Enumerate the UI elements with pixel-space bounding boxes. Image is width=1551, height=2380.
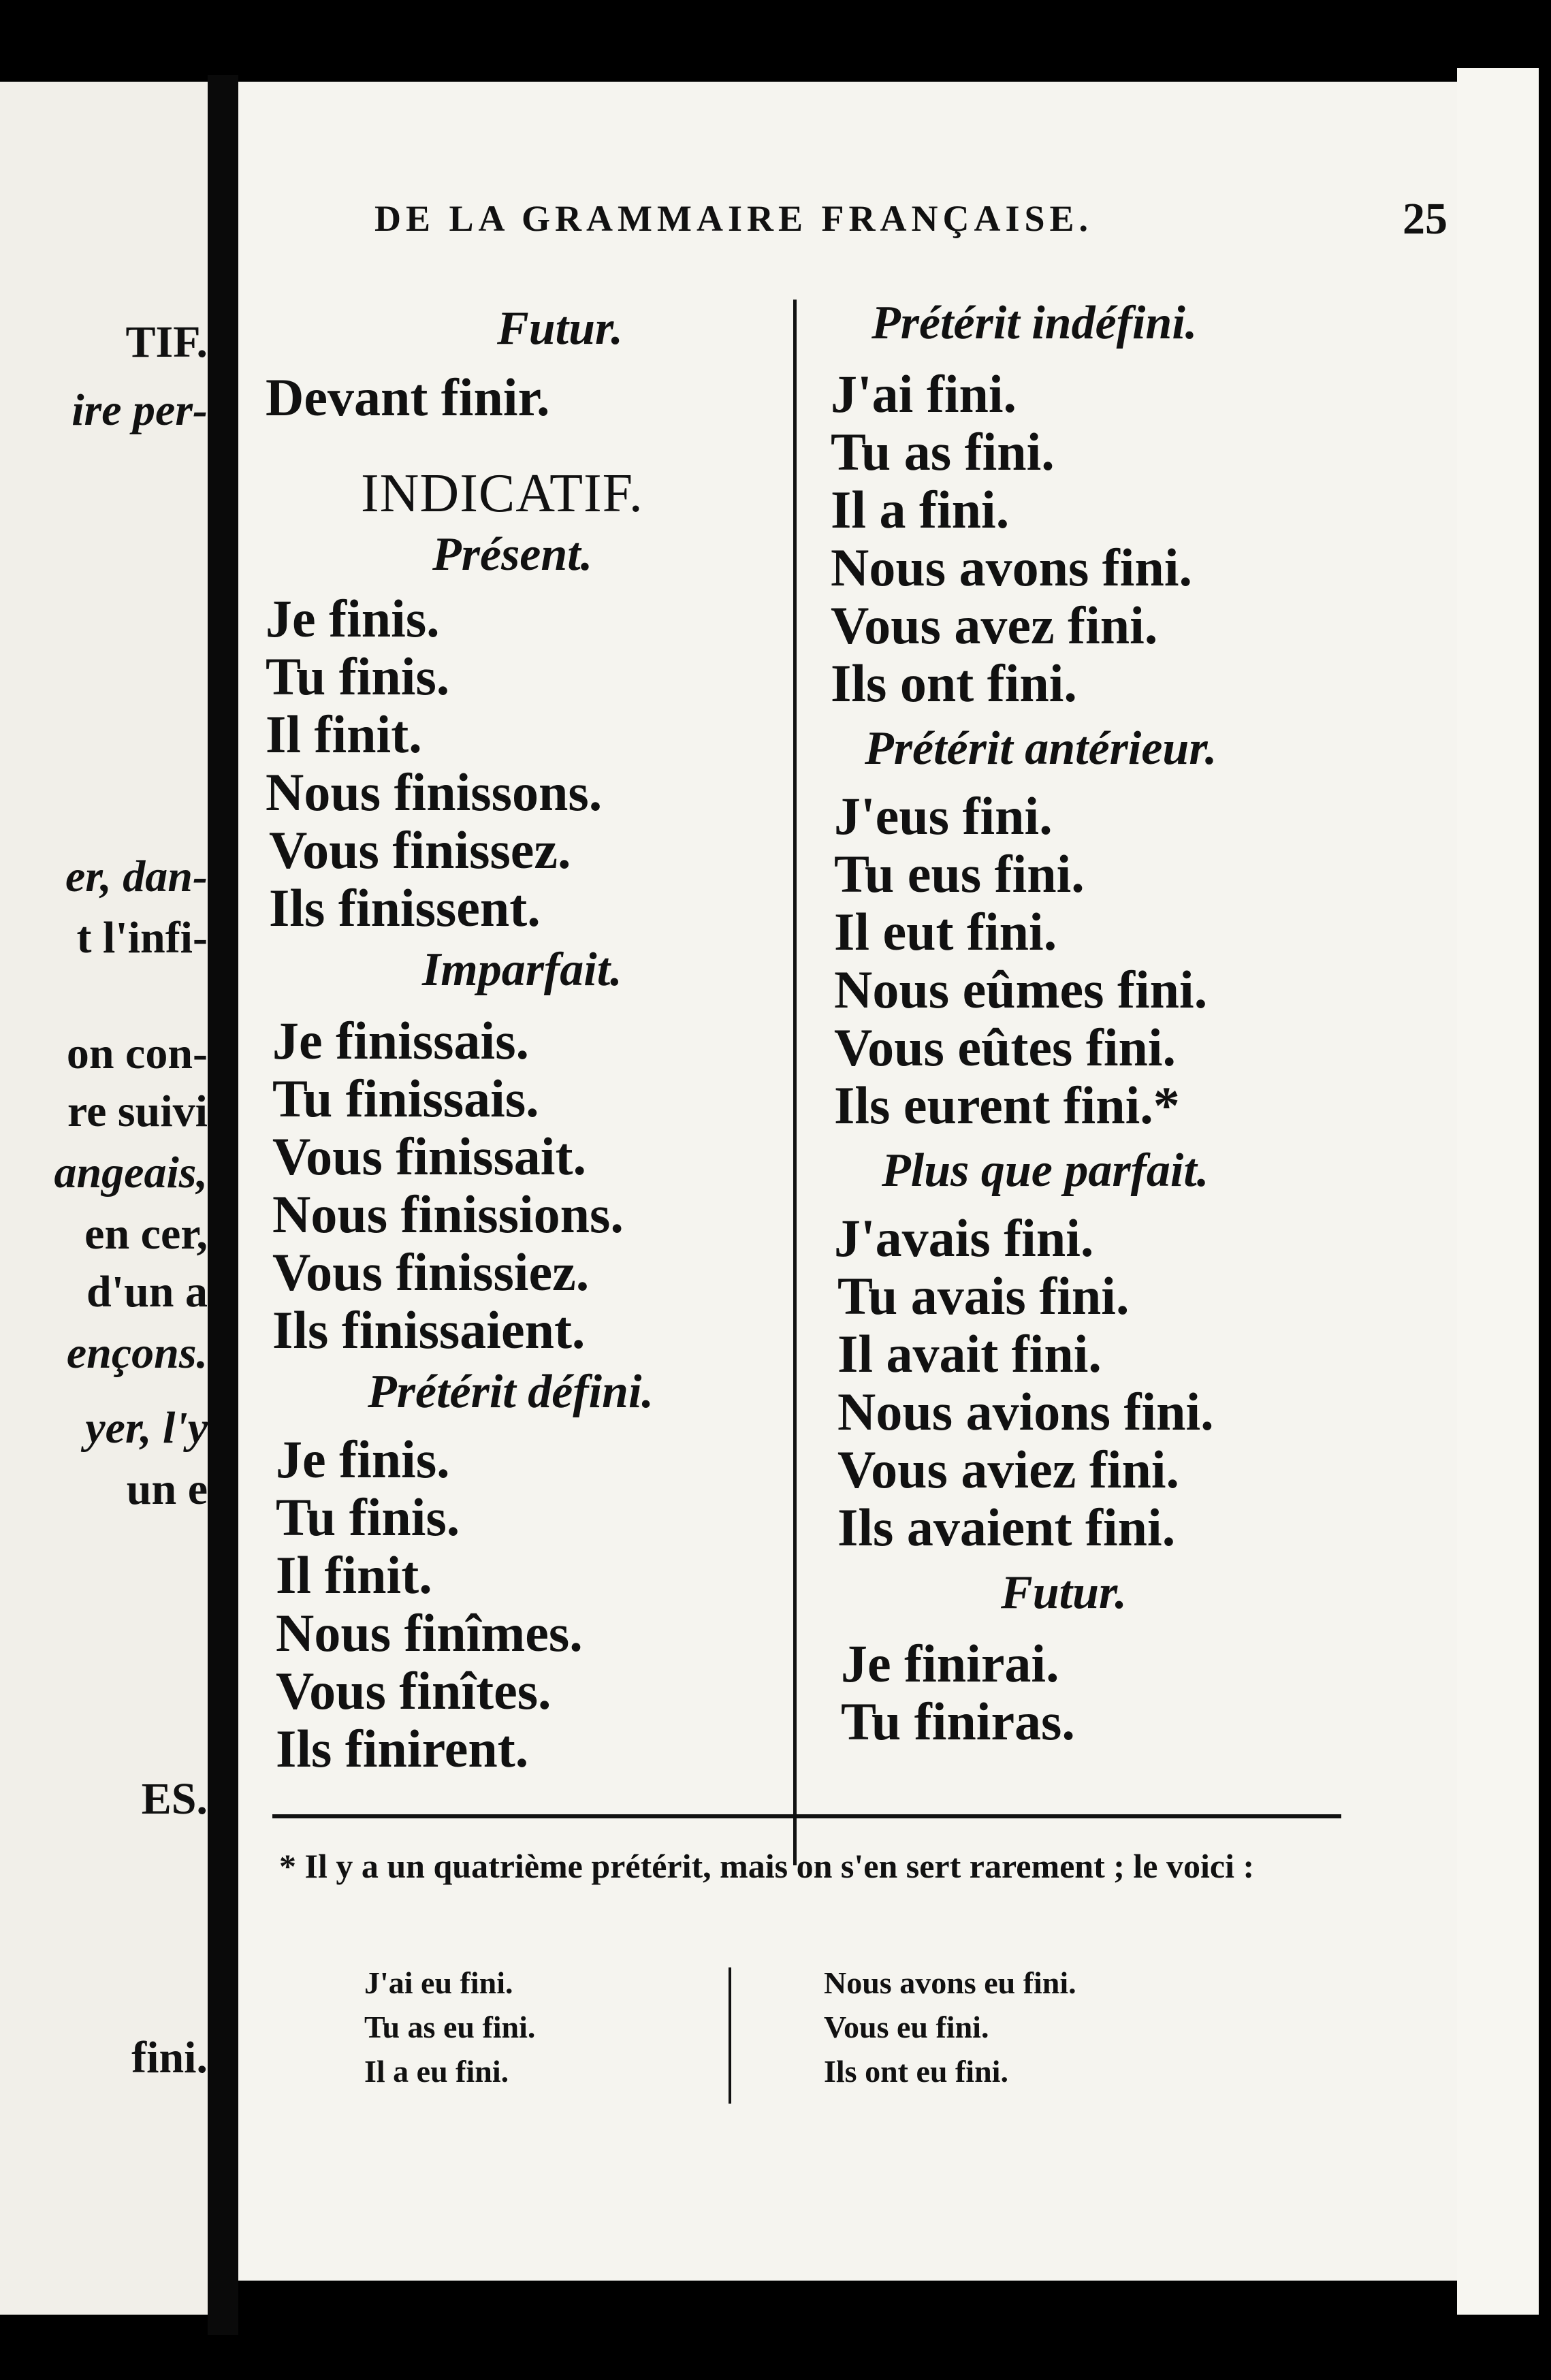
conjugation-line: Vous finissez. — [269, 820, 571, 880]
conjugation-line: Ils finissent. — [269, 878, 541, 937]
footnote-line: Vous eu fini. — [824, 2010, 989, 2044]
conjugation-line: Tu finissais. — [272, 1069, 539, 1128]
conjugation-line: Tu finis. — [266, 647, 450, 706]
left-fragment-line: fini. — [131, 2033, 208, 2082]
left-fragment-line: un e — [126, 1464, 208, 1514]
heading-futur: Futur. — [497, 302, 623, 355]
left-page-fragment — [0, 82, 208, 2315]
left-fragment-line: angeais, — [54, 1148, 208, 1197]
page-gutter — [208, 75, 238, 2335]
left-fragment-line: on con- — [66, 1029, 208, 1078]
footnote-line: Ils ont eu fini. — [824, 2054, 1008, 2089]
conjugation-line: Tu as fini. — [831, 422, 1055, 481]
futur-line: Devant finir. — [266, 368, 550, 427]
footnote-line: J'ai eu fini. — [364, 1965, 513, 2000]
conjugation-line: Il a fini. — [831, 480, 1010, 539]
column-divider — [793, 300, 797, 1865]
conjugation-line: Ils finirent. — [276, 1719, 529, 1778]
conjugation-line: Nous eûmes fini. — [834, 960, 1208, 1019]
conjugation-line: Ils eurent fini.* — [834, 1076, 1180, 1135]
conjugation-line: Ils finissaient. — [272, 1300, 586, 1360]
conjugation-line: J'avais fini. — [834, 1208, 1094, 1268]
conjugation-line: Je finissais. — [272, 1011, 530, 1070]
heading-preterit-anterieur: Prétérit antérieur. — [865, 722, 1217, 775]
conjugation-line: Vous eûtes fini. — [834, 1018, 1177, 1077]
left-fragment-line: ençons. — [66, 1328, 208, 1378]
footnote-line: Nous avons eu fini. — [824, 1965, 1076, 2000]
conjugation-line: Tu finiras. — [841, 1692, 1075, 1751]
left-fragment-line: ES. — [141, 1774, 208, 1824]
heading-indicatif: INDICATIF. — [361, 464, 643, 524]
conjugation-line: Ils avaient fini. — [837, 1498, 1176, 1557]
conjugation-line: Nous finîmes. — [276, 1603, 583, 1662]
left-fragment-line: TIF. — [125, 317, 208, 367]
heading-preterit-defini: Prétérit défini. — [368, 1366, 654, 1418]
conjugation-line: Vous aviez fini. — [837, 1440, 1180, 1499]
book-page — [238, 82, 1498, 2281]
conjugation-line: Tu finis. — [276, 1488, 460, 1547]
heading-present: Présent. — [432, 528, 593, 581]
conjugation-line: Il eut fini. — [834, 902, 1057, 961]
conjugation-line: J'ai fini. — [831, 364, 1017, 423]
left-fragment-line: t l'infi- — [76, 913, 208, 963]
conjugation-line: Il avait fini. — [837, 1324, 1102, 1383]
left-fragment-line: d'un a — [86, 1267, 208, 1317]
left-fragment-line: er, dan- — [65, 852, 208, 901]
footnote-rule — [272, 1814, 1341, 1818]
left-fragment-line: en cer, — [84, 1209, 208, 1259]
conjugation-line: Tu avais fini. — [837, 1266, 1130, 1325]
conjugation-line: Il finit. — [276, 1545, 432, 1605]
conjugation-line: Vous finîtes. — [276, 1661, 551, 1720]
conjugation-line: Il finit. — [266, 705, 422, 764]
footnote-text: * Il y a un quatrième prétérit, mais on s'en sert rarement ; le voici : — [279, 1847, 1255, 1885]
conjugation-line: Je finis. — [266, 589, 440, 648]
footnote-line: Tu as eu fini. — [364, 2010, 536, 2044]
conjugation-line: Tu eus fini. — [834, 844, 1085, 903]
left-fragment-line: ire per- — [71, 385, 208, 435]
conjugation-line: Nous finissons. — [266, 762, 603, 822]
conjugation-line: Ils ont fini. — [831, 654, 1077, 713]
conjugation-line: Je finirai. — [841, 1634, 1059, 1693]
footnote-divider — [729, 1967, 731, 2104]
conjugation-line: Nous avons fini. — [831, 538, 1192, 597]
heading-futur: Futur. — [1001, 1566, 1127, 1619]
left-fragment-line: yer, l'y — [85, 1403, 208, 1453]
conjugation-line: Vous finissiez. — [272, 1242, 590, 1302]
conjugation-line: Vous finissait. — [272, 1127, 586, 1186]
left-fragment-line: re suivi — [67, 1087, 208, 1136]
heading-plus-que-parfait: Plus que parfait. — [882, 1144, 1209, 1197]
page-number: 25 — [1403, 194, 1448, 244]
footnote-line: Il a eu fini. — [364, 2054, 509, 2089]
conjugation-line: J'eus fini. — [834, 786, 1053, 846]
conjugation-line: Je finis. — [276, 1430, 450, 1489]
running-head — [374, 194, 1477, 244]
conjugation-line: Vous avez fini. — [831, 596, 1158, 655]
conjugation-line: Nous avions fini. — [837, 1382, 1214, 1441]
heading-imparfait: Imparfait. — [422, 944, 622, 996]
heading-preterit-indefini: Prétérit indéfini. — [872, 297, 1198, 349]
running-head-title: DE LA GRAMMAIRE FRANÇAISE. — [374, 198, 1093, 239]
conjugation-line: Nous finissions. — [272, 1185, 624, 1244]
